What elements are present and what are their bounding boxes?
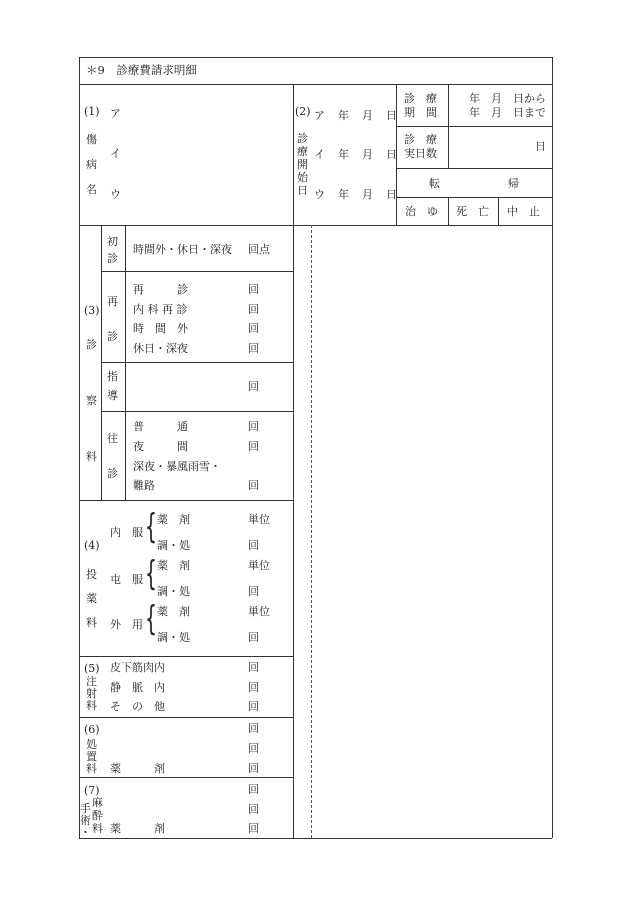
guidance-label: 導: [107, 389, 118, 402]
section-number: (7): [84, 784, 100, 797]
injury-item-i[interactable]: イ: [110, 147, 121, 160]
first-visit-label: 診: [107, 252, 118, 265]
surgery-unit[interactable]: 回: [248, 822, 259, 835]
section-label-char: 料: [86, 450, 97, 463]
day-label: 日: [386, 109, 397, 122]
house-call-unit[interactable]: 回: [248, 479, 259, 492]
section-label-char: 料: [86, 616, 97, 629]
start-label-char: 日: [297, 184, 308, 197]
form-title: ＊9 診療費請求明細: [86, 63, 197, 77]
brace-icon: {: [145, 554, 157, 594]
period-to[interactable]: 年 月 日まで: [469, 106, 546, 119]
medication-dispense: 調・処: [157, 631, 190, 644]
treatment-unit[interactable]: 回: [248, 722, 259, 735]
guidance-unit[interactable]: 回: [248, 380, 259, 393]
outcome-cured[interactable]: 治 ゆ: [405, 205, 438, 218]
first-visit-unit[interactable]: 回点: [248, 243, 270, 256]
outcome-discontinued[interactable]: 中 止: [507, 205, 540, 218]
surgery-unit[interactable]: 回: [248, 783, 259, 796]
section-label-char: 処: [86, 738, 97, 751]
medication-dispense: 調・処: [157, 539, 190, 552]
house-call-unit[interactable]: 回: [248, 420, 259, 433]
section-label-char: 料: [86, 762, 97, 775]
revisit-row: 再 診: [133, 283, 188, 296]
start-label-char: 始: [297, 171, 308, 184]
house-call-label: 診: [107, 467, 118, 480]
brace-icon: {: [145, 599, 157, 639]
medication-drug-unit[interactable]: 単位: [248, 605, 270, 618]
day-label: 日: [386, 148, 397, 161]
medication-group-name: 外 用: [110, 618, 143, 631]
medication-dispense-unit[interactable]: 回: [248, 631, 259, 644]
days-label: 診 療: [404, 133, 437, 146]
section-label-char: ・: [80, 826, 91, 839]
section-number: (5): [84, 662, 100, 675]
first-visit-label: 初: [107, 235, 118, 248]
year-label: 年: [338, 188, 349, 201]
section-number: (4): [84, 539, 100, 552]
month-label: 月: [362, 148, 373, 161]
medication-dispense-unit[interactable]: 回: [248, 539, 259, 552]
surgery-drug: 薬 剤: [110, 822, 165, 835]
row-key: イ: [314, 148, 325, 161]
guidance-label: 指: [107, 370, 118, 383]
year-label: 年: [338, 109, 349, 122]
injection-unit[interactable]: 回: [248, 681, 259, 694]
revisit-unit[interactable]: 回: [248, 322, 259, 335]
year-label: 年: [338, 148, 349, 161]
house-call-label: 往: [107, 432, 118, 445]
revisit-label: 再: [107, 295, 118, 308]
medication-group-name: 内 服: [110, 526, 143, 539]
revisit-row: 内 科 再 診: [133, 303, 188, 316]
medication-dispense: 調・処: [157, 585, 190, 598]
house-call-row: 普 通: [133, 420, 188, 433]
medication-dispense-unit[interactable]: 回: [248, 585, 259, 598]
start-label-char: 診: [297, 132, 308, 145]
period-from[interactable]: 年 月 日から: [469, 92, 546, 105]
medication-drug-unit[interactable]: 単位: [248, 559, 270, 572]
section-label-char: 麻: [92, 796, 103, 809]
revisit-row: 時 間 外: [133, 322, 188, 335]
row-key: ア: [314, 109, 325, 122]
days-label: 実日数: [404, 147, 437, 160]
first-visit-text: 時間外・休日・深夜: [133, 243, 232, 256]
section-label-char: 手: [80, 802, 91, 815]
revisit-row: 休日・深夜: [133, 342, 188, 355]
section-label-char: 料: [86, 699, 97, 712]
section-label-char: 射: [86, 687, 97, 700]
section-label-char: 投: [86, 568, 97, 581]
injury-item-a[interactable]: ア: [110, 107, 121, 120]
injection-unit[interactable]: 回: [248, 700, 259, 713]
treatment-drug: 薬 剤: [110, 762, 165, 775]
treatment-unit[interactable]: 回: [248, 762, 259, 775]
treatment-unit[interactable]: 回: [248, 742, 259, 755]
house-call-row: 夜 間: [133, 440, 188, 453]
medication-drug: 薬 剤: [157, 605, 190, 618]
injury-label-char: 傷: [86, 133, 97, 146]
injection-row: そ の 他: [110, 700, 165, 713]
section-label-char: 察: [86, 394, 97, 407]
injury-label-char: 病: [86, 158, 97, 171]
start-label-char: 開: [297, 158, 308, 171]
section-label-char: 置: [86, 750, 97, 763]
revisit-unit[interactable]: 回: [248, 303, 259, 316]
medication-group-name: 屯 服: [110, 573, 143, 586]
revisit-unit[interactable]: 回: [248, 342, 259, 355]
section-label-char: 薬: [86, 592, 97, 605]
outcome-death[interactable]: 死 亡: [456, 205, 489, 218]
house-call-row: 深夜・暴風雨雪・: [133, 460, 221, 473]
section-label-char: 注: [86, 675, 97, 688]
day-label: 日: [386, 188, 397, 201]
brace-icon: {: [145, 507, 157, 547]
section-label-char: 料: [92, 822, 103, 835]
medication-drug: 薬 剤: [157, 559, 190, 572]
house-call-unit[interactable]: 回: [248, 440, 259, 453]
section-label-char: 術: [80, 814, 91, 827]
revisit-unit[interactable]: 回: [248, 283, 259, 296]
section-number: (6): [84, 723, 100, 736]
injection-row: 皮下筋肉内: [110, 661, 165, 674]
revisit-label: 診: [107, 330, 118, 343]
outcome-header: 転: [429, 177, 440, 190]
section-number: (3): [84, 304, 100, 317]
medication-drug: 薬 剤: [157, 513, 190, 526]
section-label-char: 酔: [92, 809, 103, 822]
start-label-char: 療: [297, 145, 308, 158]
outcome-header: 帰: [508, 177, 519, 190]
row-key: ウ: [314, 188, 325, 201]
injection-unit[interactable]: 回: [248, 661, 259, 674]
month-label: 月: [362, 188, 373, 201]
injury-item-u[interactable]: ウ: [110, 188, 121, 201]
section-label-char: 診: [86, 338, 97, 351]
surgery-unit[interactable]: 回: [248, 803, 259, 816]
month-label: 月: [362, 109, 373, 122]
injury-label-char: 名: [86, 183, 97, 196]
section-number: (1): [84, 105, 100, 118]
injection-row: 静 脈 内: [110, 681, 165, 694]
medication-drug-unit[interactable]: 単位: [248, 513, 270, 526]
house-call-row: 難路: [133, 479, 155, 492]
section-number: (2): [295, 105, 311, 118]
period-label: 診 療: [404, 92, 437, 105]
days-unit[interactable]: 日: [535, 140, 546, 153]
period-label: 期 間: [404, 106, 437, 119]
